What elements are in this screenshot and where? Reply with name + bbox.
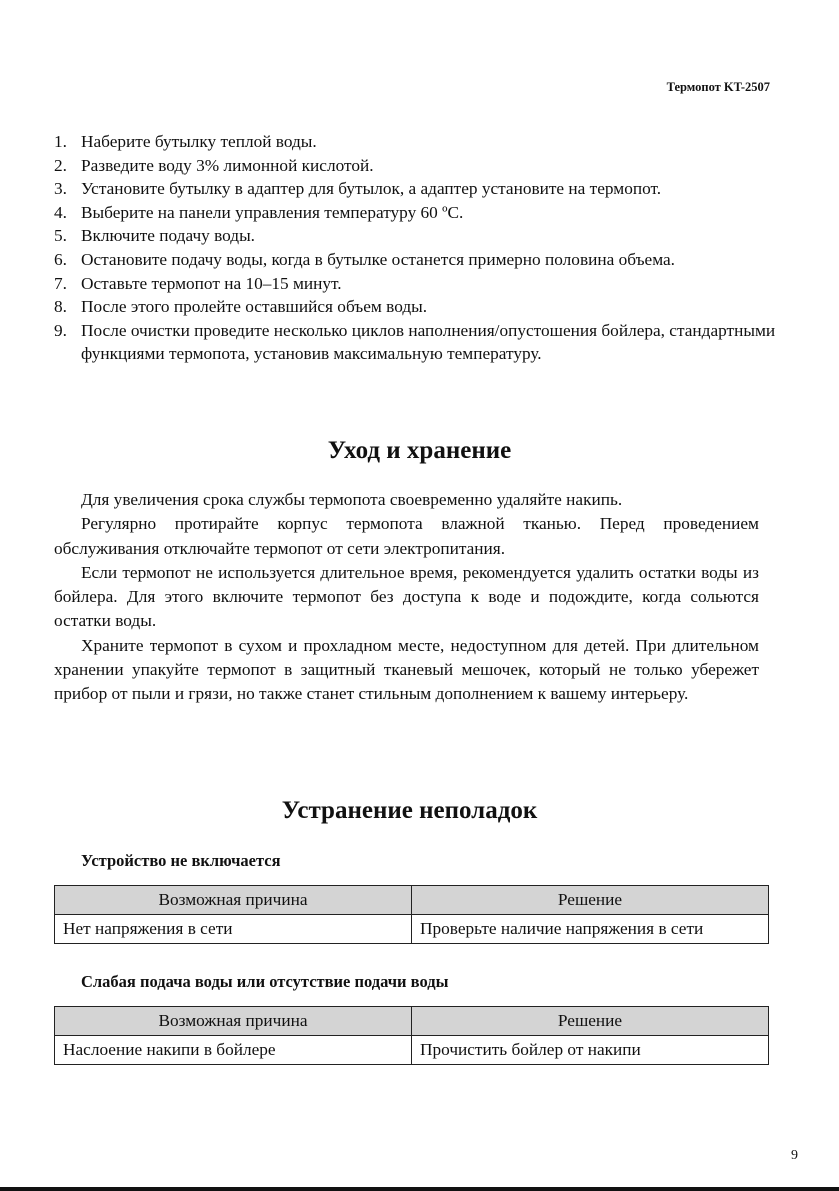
- step-number: 3.: [54, 179, 67, 199]
- list-item: [54, 224, 784, 248]
- column-header-solution: Решение: [412, 1007, 769, 1036]
- step-text: Разведите воду 3% лимонной кислотой.: [81, 155, 374, 175]
- table-cell-solution: Проверьте наличие напряжения в сети: [412, 915, 769, 944]
- list-item: [54, 201, 784, 225]
- care-paragraph: Для увеличения срока службы термопота своевременно удаляйте накипь.: [81, 490, 623, 509]
- step-text: Наберите бутылку теплой воды.: [81, 132, 317, 151]
- step-text: После очистки проведите несколько циклов наполнения/опустошения бойлера, стандартными функциями термопота, установив максимальную температуру.: [81, 320, 776, 364]
- column-header-solution: Решение: [412, 886, 769, 915]
- care-section-title: Уход и хранение: [327, 437, 512, 464]
- column-header-cause: Возможная причина: [55, 1007, 412, 1036]
- list-item: [54, 248, 784, 272]
- table-cell-solution: Прочистить бойлер от накипи: [412, 1036, 769, 1065]
- step-number: 9.: [54, 320, 67, 340]
- table-header-row: [55, 886, 769, 915]
- step-number: 1.: [54, 132, 67, 151]
- step-number: 7.: [54, 273, 67, 293]
- care-paragraph: Регулярно протирайте корпус термопота влажной тканью. Перед проведением обслуживания отключайте термопот от сети электропитания.: [54, 514, 759, 558]
- step-text: Остановите подачу воды, когда в бутылке останется примерно половина объема.: [81, 249, 676, 269]
- list-item: [54, 272, 784, 296]
- table-cell-cause: Нет напряжения в сети: [55, 915, 412, 944]
- list-item: [54, 154, 784, 178]
- step-text: Установите бутылку в адаптер для бутылок, а адаптер установите на термопот.: [81, 179, 662, 199]
- step-number: 2.: [54, 155, 67, 175]
- column-header-cause: Возможная причина: [55, 886, 412, 915]
- troubleshooting-table: [54, 1006, 769, 1065]
- step-text: Включите подачу воды.: [81, 226, 256, 246]
- step-text: Оставьте термопот на 10–15 минут.: [81, 273, 342, 293]
- table-header-row: [55, 1007, 769, 1036]
- list-item: [54, 130, 784, 154]
- step-text: После этого пролейте оставшийся объем воды.: [81, 297, 428, 317]
- cleaning-steps-list: [54, 130, 784, 366]
- running-header: Термопот KT-2507: [666, 80, 770, 94]
- step-text: Выберите на панели управления температуру 60 ºС.: [81, 202, 464, 222]
- step-number: 6.: [54, 249, 67, 269]
- table-row: [55, 1036, 769, 1065]
- page-bottom-rule: [0, 1187, 839, 1191]
- step-number: 4.: [54, 202, 67, 222]
- problem-heading: Устройство не включается: [81, 851, 281, 870]
- list-item: [54, 295, 784, 319]
- troubleshooting-section-title: Устранение неполадок: [281, 797, 538, 824]
- list-item: [54, 319, 784, 366]
- problem-heading: Слабая подача воды или отсутствие подачи воды: [81, 972, 449, 991]
- troubleshooting-table: [54, 885, 769, 944]
- care-paragraph: Если термопот не используется длительное время, рекомендуется удалить остатки воды из бойлера. Для этого включите термопот без доступа к воде и подождите, когда сольются остатки воды.: [54, 562, 759, 631]
- step-number: 5.: [54, 226, 67, 246]
- list-item: [54, 177, 784, 201]
- table-row: [55, 915, 769, 944]
- page-number: 9: [791, 1148, 798, 1163]
- step-number: 8.: [54, 297, 67, 317]
- table-cell-cause: Наслоение накипи в бойлере: [55, 1036, 412, 1065]
- care-paragraph: Храните термопот в сухом и прохладном месте, недоступном для детей. При длительном хранении упакуйте термопот в защитный тканевый мешочек, который не только убережет прибор от пыли и грязи, но также станет стильным дополнением к вашему интерьеру.: [54, 635, 759, 704]
- care-section-body: [54, 488, 759, 707]
